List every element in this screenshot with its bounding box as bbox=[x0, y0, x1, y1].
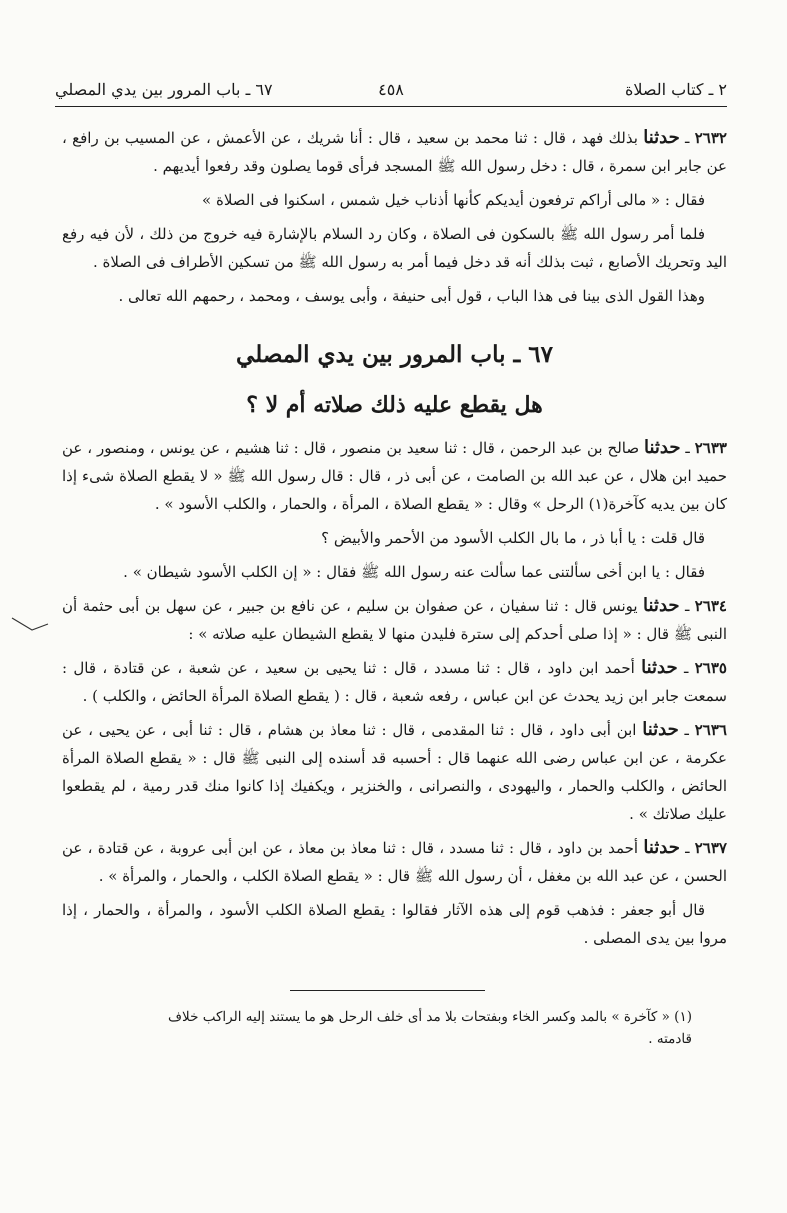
hadith-2637: ٢٦٣٧ ـ حدثنا أحمد بن داود ، قال : ثنا مسدد ، قال : ثنا معاذ بن معاذ ، عن ابن أبى عروبة ، عن قتادة ، عن الحسن ، عن عبد الله بن مغفل ، أن رسول الله ﷺ قال : « يقطع الصلاة الكلب ، والحمار ، والمرأة » . bbox=[62, 837, 727, 885]
hadith-number: ٢٦٣٧ bbox=[694, 839, 727, 857]
page-header bbox=[55, 76, 727, 107]
page-body bbox=[62, 118, 727, 952]
paragraph: فقال : « مالى أراكم ترفعون أيديكم كأنها أذناب خيل شمس ، اسكنوا فى الصلاة » bbox=[202, 191, 705, 209]
hadith-number: ٢٦٣٦ bbox=[694, 721, 727, 739]
header-chapter-title: ٦٧ ـ باب المرور بين يدي المصلي bbox=[55, 80, 273, 99]
chapter-subtitle: هل يقطع عليه ذلك صلاته أم لا ؟ bbox=[246, 392, 543, 418]
hadith-text: أحمد ابن داود ، قال : ثنا مسدد ، قال : ثنا يحيى بن سعيد ، عن شعبة ، عن قتادة ، قال : سمعت جابر ابن زيد يحدث عن ابن عباس ، رفعه شعبة ، قال : ( يقطع الصلاة المرأة الحائض ، والكلب ) . bbox=[62, 659, 727, 705]
hadith-keyword: حدثنا bbox=[643, 127, 680, 148]
hadith-2632: ٢٦٣٢ ـ حدثنا بذلك فهد ، قال : ثنا محمد بن سعيد ، قال : أنا شريك ، عن الأعمش ، عن المسيب بن رافع ، عن جابر ابن سمرة ، قال : دخل رسول الله ﷺ المسجد فرأى قوما يصلون وقد رفعوا أيديهم . bbox=[62, 127, 727, 175]
hadith-text: أحمد بن داود ، قال : ثنا مسدد ، قال : ثنا معاذ بن معاذ ، عن ابن أبى عروبة ، عن قتادة ، عن الحسن ، عن عبد الله بن مغفل ، أن رسول الله ﷺ قال : « يقطع الصلاة الكلب ، والحمار ، والمرأة » . bbox=[62, 839, 727, 885]
hadith-2635: ٢٦٣٥ ـ حدثنا أحمد ابن داود ، قال : ثنا مسدد ، قال : ثنا يحيى بن سعيد ، عن شعبة ، عن قتادة ، قال : سمعت جابر ابن زيد يحدث عن ابن عباس ، رفعه شعبة ، قال : ( يقطع الصلاة المرأة الحائض ، والكلب ) . bbox=[62, 657, 727, 705]
hadith-text: ابن أبى داود ، قال : ثنا المقدمى ، قال : ثنا معاذ بن هشام ، قال : ثنا أبى ، عن يحيى ، عن عكرمة ، عن ابن عباس رضى الله عنهما قال : أحسبه قد أسنده إلى النبى ﷺ قال : « يقطع الصلاة المرأة الحائض ، والكلب والحمار ، واليهودى ، والنصرانى ، والخنزير ، ويكفيك إذا كانوا منك قدر رمية ، لم يقطعوا عليك صلاتك » . bbox=[62, 721, 727, 823]
hadith-number: ٢٦٣٢ bbox=[694, 129, 727, 147]
paragraph: فلما أمر رسول الله ﷺ بالسكون فى الصلاة ، وكان رد السلام بالإشارة فيه خروج من ذلك ، لأن فيه رفع اليد وتحريك الأصابع ، ثبت بذلك أنه قد دخل فيما أمر به رسول الله ﷺ من تسكين الأطراف فى الصلاة . bbox=[62, 225, 727, 271]
chapter-title: ٦٧ ـ باب المرور بين يدي المصلي bbox=[236, 341, 553, 368]
hadith-keyword: حدثنا bbox=[643, 595, 680, 616]
hadith-keyword: حدثنا bbox=[641, 657, 678, 678]
hadith-2633: ٢٦٣٣ ـ حدثنا صالح بن عبد الرحمن ، قال : ثنا سعيد بن منصور ، قال : ثنا هشيم ، عن يونس ، ومنصور ، عن حميد ابن هلال ، عن عبد الله بن الصامت ، عن أبى ذر ، قال : قال رسول الله ﷺ « لا يقطع الصلاة شىء إذا كان بين يديه كآخرة(١) الرحل » وقال : « يقطع الصلاة ، المرأة ، والحمار ، والكلب الأسود » . bbox=[62, 437, 727, 513]
paragraph: قال قلت : يا أبا ذر ، ما بال الكلب الأسود من الأحمر والأبيض ؟ bbox=[321, 529, 705, 547]
footnote-divider bbox=[290, 990, 485, 991]
hadith-keyword: حدثنا bbox=[642, 719, 679, 740]
hadith-text: بذلك فهد ، قال : ثنا محمد بن سعيد ، قال : أنا شريك ، عن الأعمش ، عن المسيب بن رافع ، عن جابر ابن سمرة ، قال : دخل رسول الله ﷺ المسجد فرأى قوما يصلون وقد رفعوا أيديهم . bbox=[62, 129, 727, 175]
header-book-title: ٢ ـ كتاب الصلاة bbox=[624, 80, 727, 99]
paragraph: قال أبو جعفر : فذهب قوم إلى هذه الآثار فقالوا : يقطع الصلاة الكلب الأسود ، والمرأة ، والحمار ، إذا مروا بين يدى المصلى . bbox=[62, 901, 727, 947]
hadith-2636: ٢٦٣٦ ـ حدثنا ابن أبى داود ، قال : ثنا المقدمى ، قال : ثنا معاذ بن هشام ، قال : ثنا أبى ، عن يحيى ، عن عكرمة ، عن ابن عباس رضى الله عنهما قال : أحسبه قد أسنده إلى النبى ﷺ قال : « يقطع الصلاة المرأة الحائض ، والكلب والحمار ، واليهودى ، والنصرانى ، والخنزير ، ويكفيك إذا كانوا منك قدر رمية ، لم يقطعوا عليك صلاتك » . bbox=[62, 719, 727, 823]
hadith-2634: ٢٦٣٤ ـ حدثنا يونس قال : ثنا سفيان ، عن صفوان بن سليم ، عن نافع بن جبير ، عن سهل بن أبى حثمة أن النبى ﷺ قال : « إذا صلى أحدكم إلى سترة فليدن منها لا يقطع الشيطان عليه صلاته » : bbox=[62, 595, 727, 643]
page-number: ٤٥٨ bbox=[378, 80, 404, 99]
footnote: (١) « كآخرة » بالمد وكسر الخاء وبفتحات بلا مد أى خلف الرحل هو ما يستند إليه الراكب خلاف قادمته . bbox=[168, 1009, 692, 1047]
hadith-text: يونس قال : ثنا سفيان ، عن صفوان بن سليم ، عن نافع بن جبير ، عن سهل بن أبى حثمة أن النبى ﷺ قال : « إذا صلى أحدكم إلى سترة فليدن منها لا يقطع الشيطان عليه صلاته » : bbox=[62, 597, 727, 643]
hadith-number: ٢٦٣٣ bbox=[694, 439, 727, 457]
paragraph: وهذا القول الذى بينا فى هذا الباب ، قول أبى حنيفة ، وأبى يوسف ، ومحمد ، رحمهم الله تعالى . bbox=[118, 287, 705, 305]
margin-mark-icon bbox=[10, 612, 50, 640]
hadith-text: صالح بن عبد الرحمن ، قال : ثنا سعيد بن منصور ، قال : ثنا هشيم ، عن يونس ، ومنصور ، عن حميد ابن هلال ، عن عبد الله بن الصامت ، عن أبى ذر ، قال : قال رسول الله ﷺ « لا يقطع الصلاة شىء إذا كان بين يديه كآخرة(١) الرحل » وقال : « يقطع الصلاة ، المرأة ، والحمار ، والكلب الأسود » . bbox=[62, 439, 727, 513]
paragraph: فقال : يا ابن أخى سألتنى عما سألت عنه رسول الله ﷺ فقال : « إن الكلب الأسود شيطان » . bbox=[123, 563, 705, 581]
hadith-number: ٢٦٣٥ bbox=[694, 659, 727, 677]
hadith-number: ٢٦٣٤ bbox=[694, 597, 727, 615]
hadith-keyword: حدثنا bbox=[643, 837, 680, 858]
hadith-keyword: حدثنا bbox=[644, 437, 681, 458]
